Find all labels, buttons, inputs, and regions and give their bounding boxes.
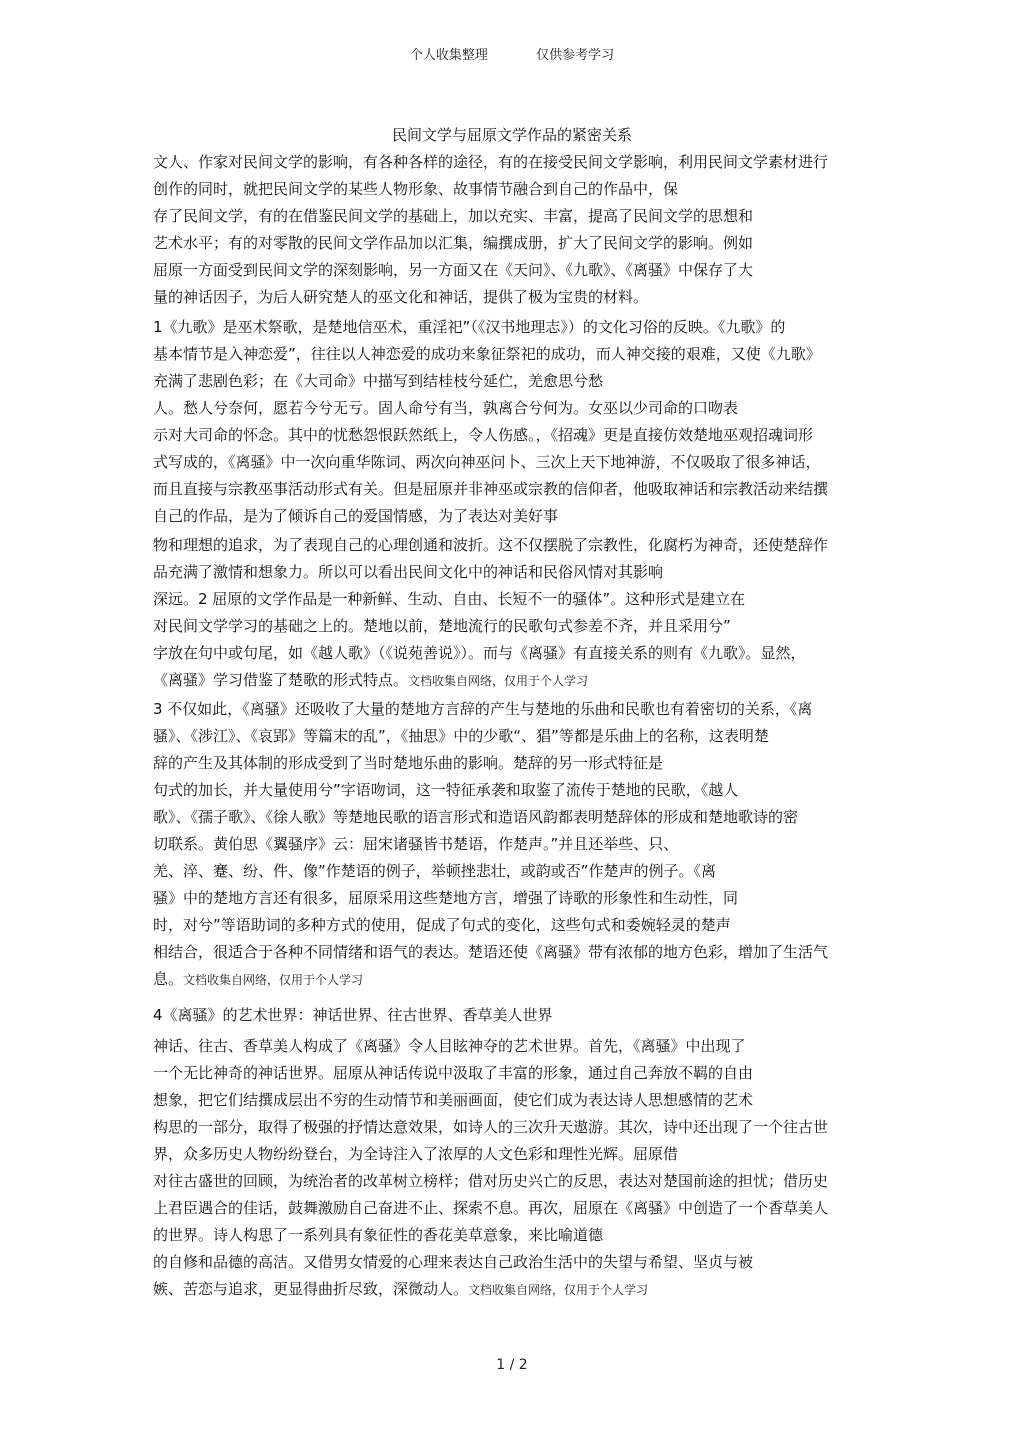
- text-line: [153, 1063, 753, 1083]
- line-text: 屈原一方面受到民间文学的深刻影响，另一方面又在《天问》、《九歌》、《离骚》中保存了大: [153, 261, 754, 279]
- text-line: [153, 888, 738, 908]
- text-line: [153, 616, 731, 636]
- source-note: 文档收集自网络，仅用于个人学习: [468, 1283, 649, 1297]
- line-text: 4《离骚》的艺术世界：神话世界、往古世界、香草美人世界: [153, 1006, 553, 1024]
- line-text: 艺术水平；有的对零散的民间文学作品加以汇集，编撰成册，扩大了民间文学的影响。例如: [153, 234, 754, 252]
- line-text: 式写成的，《离骚》中一次向重华陈词、两次向神巫问卜、三次上天下地神游，不仅吸取了很多神话，: [153, 453, 821, 471]
- text-line: [153, 233, 753, 253]
- line-text: 的世界。诗人构思了一系列具有象征性的香花美草意象，来比喻道德: [153, 1226, 604, 1244]
- line-text: 1《九歌》是巫术祭歌，是楚地信巫术，重淫祀”（《汉书地理志》）的文化习俗的反映。《九歌》的: [153, 318, 786, 336]
- text-line: [153, 398, 738, 418]
- line-text: 充满了悲剧色彩；在《大司命》中描写到结桂枝兮延伫，羌愈思兮愁: [153, 372, 604, 390]
- text-line: [153, 670, 588, 691]
- text-line: [153, 1117, 828, 1137]
- line-text: 自己的作品，是为了倾诉自己的爱国情感，为了表达对美好事: [153, 507, 559, 525]
- text-line: [153, 152, 828, 172]
- text-line: [153, 206, 753, 226]
- line-text: 量的神话因子，为后人研究楚人的巫文化和神话，提供了极为宝贵的材料。: [153, 288, 649, 306]
- text-line: [153, 1144, 678, 1164]
- line-text: 而且直接与宗教巫事活动形式有关。但是屈原并非神巫或宗教的信仰者，他吸取神话和宗教活动来结撰: [153, 480, 829, 498]
- line-text: 对民间文学学习的基础之上的。楚地以前，楚地流行的民歌句式参差不齐，并且采用兮”: [153, 617, 731, 635]
- line-text: 辞的产生及其体制的形成受到了当时楚地乐曲的影响。楚辞的另一形式特征是: [153, 754, 664, 772]
- line-text: 相结合，很适合于各种不同情绪和语气的表达。楚语还使《离骚》带有浓郁的地方色彩，增加了生活气: [153, 943, 829, 961]
- source-note: 文档收集自网络，仅用于个人学习: [408, 674, 589, 688]
- line-text: 《离骚》学习借鉴了楚歌的形式特点。: [153, 671, 409, 689]
- page-number: 1 / 2: [496, 1357, 528, 1373]
- text-line: [153, 942, 828, 962]
- line-text: 对往古盛世的回顾，为统治者的改革树立榜样；借对历史兴亡的反思，表达对楚国前途的担忧；借历史: [153, 1172, 829, 1190]
- page-header: [0, 44, 1024, 63]
- line-text: 物和理想的追求，为了表现自己的心理创通和波折。这不仅摆脱了宗教性，化腐朽为神奇，还使楚辞作: [153, 536, 829, 554]
- text-line: [153, 260, 753, 280]
- text-line: [153, 506, 558, 526]
- text-line: [153, 287, 648, 307]
- line-text: 时，对兮”等语助词的多种方式的使用，促成了句式的变化，这些句式和委婉轻灵的楚声: [153, 916, 731, 934]
- text-line: [153, 915, 731, 935]
- line-text: 文人、作家对民间文学的影响，有各种各样的途径，有的在接受民间文学影响，利用民间文学素材进行: [153, 153, 829, 171]
- line-text: 存了民间文学，有的在借鉴民间文学的基础上，加以充实、丰富，提高了民间文学的思想和: [153, 207, 754, 225]
- text-line: [153, 753, 663, 773]
- text-line: [153, 425, 813, 445]
- line-text: 想象，把它们结撰成层出不穷的生动情节和美丽画面，使它们成为表达诗人思想感情的艺术: [153, 1091, 754, 1109]
- text-line: [153, 452, 821, 472]
- line-text: 神话、往古、香草美人构成了《离骚》令人目眩神夺的艺术世界。首先，《离骚》中出现了: [153, 1037, 746, 1055]
- line-text: 嫉、苦恋与追求，更显得曲折尽致，深微动人。: [153, 1280, 469, 1298]
- line-text: 切联系。黄伯思《翼骚序》云：屈宋诸骚皆书楚语，作楚声。”并且还举些、只、: [153, 835, 679, 853]
- text-line: [153, 1005, 553, 1025]
- document-title: 民间文学与屈原文学作品的紧密关系: [391, 126, 632, 144]
- text-line: [153, 643, 806, 663]
- line-text: 人。愁人兮奈何，愿若今兮无亏。固人命兮有当，孰离合兮何为。女巫以少司命的口吻表: [153, 399, 739, 417]
- text-line: [153, 479, 828, 499]
- text-line: [153, 562, 663, 582]
- text-line: [153, 344, 821, 364]
- line-text: 创作的同时，就把民间文学的某些人物形象、故事情节融合到自己的作品中，保: [153, 180, 679, 198]
- text-line: [153, 589, 745, 609]
- line-text: 基本情节是入神恋爱”，往往以人神恋爱的成功来象征祭祀的成功，而人神交接的艰难，又使《九歌》: [153, 345, 821, 363]
- text-line: [153, 535, 828, 555]
- line-text: 界，众多历史人物纷纷登台，为全诗注入了浓厚的人文色彩和理性光辉。屈原借: [153, 1145, 679, 1163]
- text-line: [153, 317, 785, 337]
- text-line: [153, 780, 738, 800]
- source-note: 文档收集自网络，仅用于个人学习: [183, 973, 364, 987]
- text-line: [153, 1225, 603, 1245]
- line-text: 一个无比神奇的神话世界。屈原从神话传说中汲取了丰富的形象，通过自己奔放不羁的自由: [153, 1064, 754, 1082]
- line-text: 息。: [153, 970, 184, 988]
- line-text: 的自修和品德的高洁。又借男女情爱的心理来表达自己政治生活中的失望与希望、坚贞与被: [153, 1253, 754, 1271]
- text-line: [153, 1198, 828, 1218]
- line-text: 歌》、《孺子歌》、《徐人歌》等楚地民歌的语言形式和造语风韵都表明楚辞体的形成和楚地歌诗的密: [153, 808, 799, 826]
- header-left-text: 个人收集整理: [409, 48, 488, 63]
- text-line: [153, 1036, 746, 1056]
- line-text: 字放在句中或句尾，如《越人歌》（《说苑善说》）。而与《离骚》有直接关系的则有《九歌》。显然，: [153, 644, 806, 662]
- text-line: [153, 726, 769, 746]
- line-text: 3 不仅如此，《离骚》还吸收了大量的楚地方言辞的产生与楚地的乐曲和民歌也有着密切的关系，《离: [153, 700, 813, 718]
- line-text: 句式的加长，并大量使用兮”字语吻词，这一特征承袭和取鉴了流传于楚地的民歌，《越人: [153, 781, 739, 799]
- line-text: 上君臣遇合的佳话，鼓舞激励自己奋进不止、探索不息。再次，屈原在《离骚》中创造了一个香草美人: [153, 1199, 829, 1217]
- text-line: [153, 371, 603, 391]
- text-line: [153, 1252, 753, 1272]
- line-text: 骚》中的楚地方言还有很多，屈原采用这些楚地方言，增强了诗歌的形象性和生动性，同: [153, 889, 739, 907]
- text-line: [153, 1090, 753, 1110]
- text-line: [153, 861, 716, 881]
- line-text: 深远。2 屈原的文学作品是一种新鲜、生动、自由、长短不一的骚体”。这种形式是建立在: [153, 590, 746, 608]
- line-text: 羌、淬、蹇、纷、件、像”作楚语的例子，举顿挫悲壮，或韵或否”作楚声的例子。《离: [153, 862, 717, 880]
- text-line: [153, 1279, 648, 1300]
- header-right-text: 仅供参考学习: [536, 48, 615, 63]
- text-line: [153, 834, 678, 854]
- line-text: 骚》、《涉江》、《哀郢》等篇末的乱”，《抽思》中的少歌“、猖”等都是乐曲上的名称，这表明楚: [153, 727, 769, 745]
- text-line: [153, 699, 812, 719]
- text-line: [153, 969, 363, 990]
- line-text: 示对大司命的怀念。其中的忧愁怨恨跃然纸上，令人伤感。，《招魂》更是直接仿效楚地巫观招魂词形: [153, 426, 814, 444]
- text-line: [153, 179, 678, 199]
- text-line: [153, 807, 798, 827]
- text-line: [153, 1171, 828, 1191]
- line-text: 品充满了激情和想象力。所以可以看出民间文化中的神话和民俗风情对其影响: [153, 563, 664, 581]
- line-text: 构思的一部分，取得了极强的抒情达意效果，如诗人的三次升天遨游。其次，诗中还出现了一个往古世: [153, 1118, 829, 1136]
